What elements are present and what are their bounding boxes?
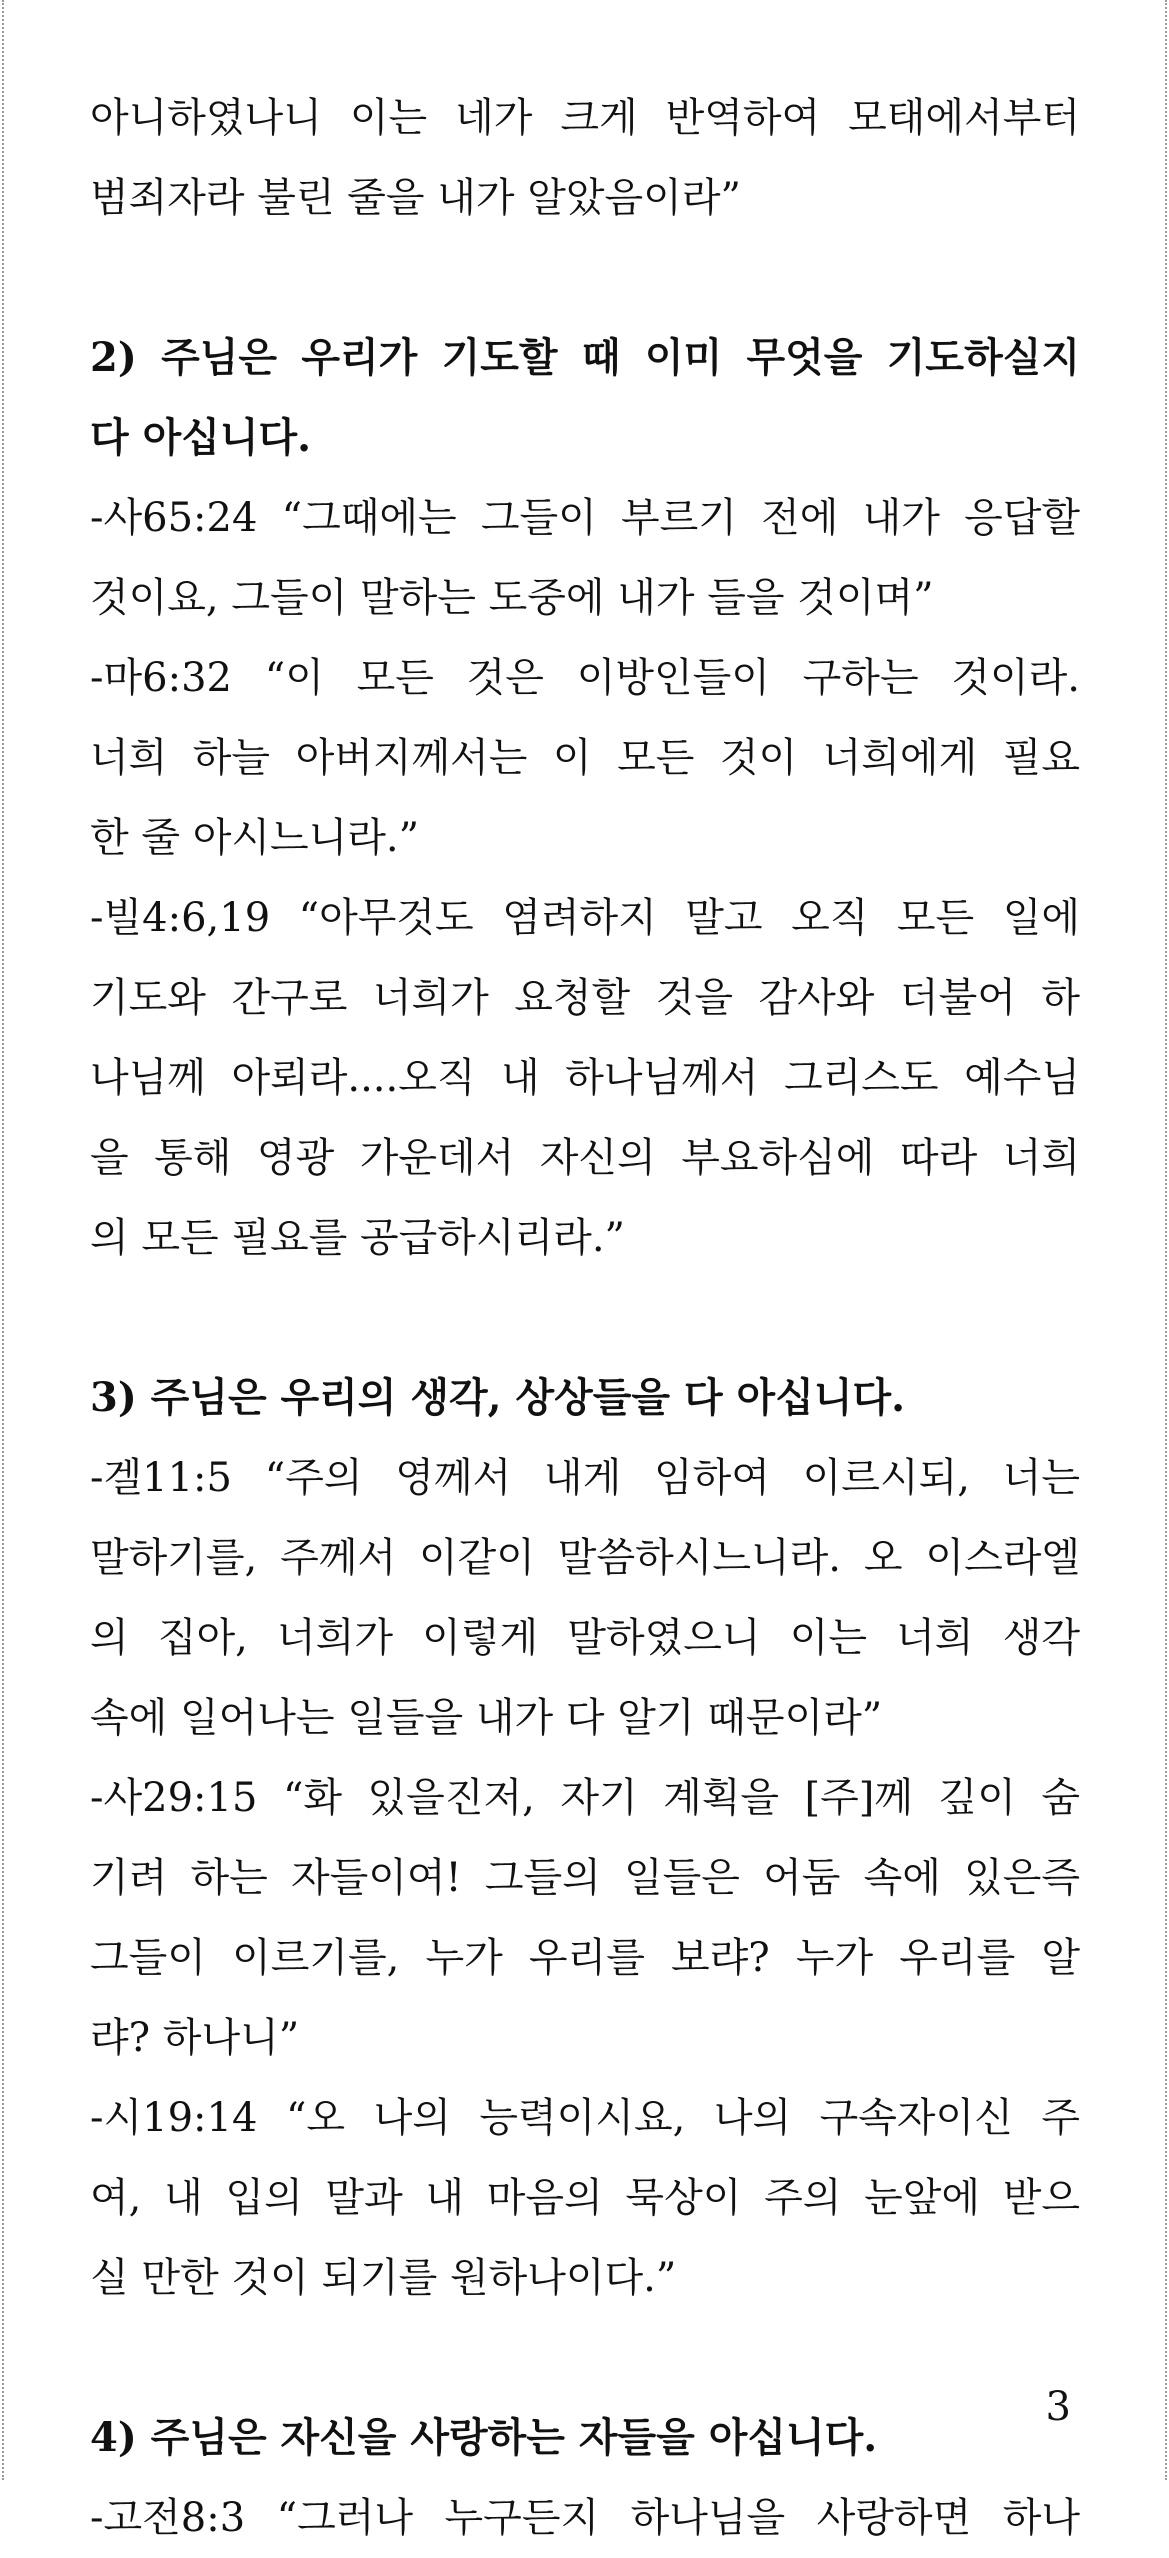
verse-line: 을 통해 영광 가운데서 자신의 부요하심에 따라 너희	[90, 1135, 1080, 1181]
paragraph-spacer	[90, 238, 1080, 318]
section-heading: 다 아십니다.	[90, 414, 312, 461]
section-heading: 2) 주님은 우리가 기도할 때 이미 무엇을 기도하실지	[90, 334, 1080, 381]
verse-line: -고전8:3 “그러나 누구든지 하나님을 사랑하면 하나	[90, 2495, 1080, 2541]
verse-line: 말하기를, 주께서 이같이 말씀하시느니라. 오 이스라엘	[90, 1535, 1080, 1581]
section-heading: 3) 주님은 우리의 생각, 상상들을 다 아십니다.	[90, 1374, 906, 1421]
verse-line: -겔11:5 “주의 영께서 내게 임하여 이르시되, 너는	[90, 1455, 1080, 1501]
verse-line: 너희 하늘 아버지께서는 이 모든 것이 너희에게 필요	[90, 735, 1080, 781]
verse-line: 실 만한 것이 되기를 원하나이다.”	[90, 2255, 677, 2301]
verse-line: 기도와 간구로 너희가 요청할 것을 감사와 더불어 하	[90, 975, 1080, 1021]
right-page-border	[1165, 0, 1167, 2480]
section-2	[90, 318, 1080, 1278]
paragraph-spacer	[90, 1278, 1080, 1358]
verse-line: -마6:32 “이 모든 것은 이방인들이 구하는 것이라.	[90, 655, 1080, 701]
intro-paragraph	[90, 78, 1080, 238]
page-number: 3	[1045, 2384, 1071, 2430]
verse-line: 기려 하는 자들이여! 그들의 일들은 어둠 속에 있은즉	[90, 1855, 1080, 1901]
verse-line: 한 줄 아시느니라.”	[90, 815, 420, 861]
verse-line: -사29:15 “화 있을진저, 자기 계획을 [주]께 깊이 숨	[90, 1775, 1080, 1821]
verse-line: 것이요, 그들이 말하는 도중에 내가 들을 것이며”	[90, 575, 934, 621]
section-3	[90, 1358, 1080, 2318]
verse-line: 랴? 하나니”	[90, 2015, 300, 2061]
verse-line: -사65:24 “그때에는 그들이 부르기 전에 내가 응답할	[90, 495, 1080, 541]
verse-line: 나님께 아뢰라....오직 내 하나님께서 그리스도 예수님	[90, 1055, 1080, 1101]
verse-line: 속에 일어나는 일들을 내가 다 알기 때문이라”	[90, 1695, 883, 1741]
section-4	[90, 2398, 1080, 2558]
section-heading: 4) 주님은 자신을 사랑하는 자들을 아십니다.	[90, 2414, 878, 2461]
verse-line: -빌4:6,19 “아무것도 염려하지 말고 오직 모든 일에	[90, 895, 1080, 941]
verse-line: 의 모든 필요를 공급하시리라.”	[90, 1215, 625, 1261]
document-body	[90, 78, 1080, 2558]
verse-line: 그들이 이르기를, 누가 우리를 보랴? 누가 우리를 알	[90, 1935, 1080, 1981]
verse-line: 의 집아, 너희가 이렇게 말하였으니 이는 너희 생각	[90, 1615, 1080, 1661]
text-line: 범죄자라 불린 줄을 내가 알았음이라”	[90, 175, 741, 221]
verse-line: -시19:14 “오 나의 능력이시요, 나의 구속자이신 주	[90, 2095, 1080, 2141]
paragraph-spacer	[90, 2318, 1080, 2398]
left-page-border	[2, 0, 4, 2480]
text-line: 아니하였나니 이는 네가 크게 반역하여 모태에서부터	[90, 95, 1080, 141]
verse-line: 여, 내 입의 말과 내 마음의 묵상이 주의 눈앞에 받으	[90, 2175, 1080, 2221]
